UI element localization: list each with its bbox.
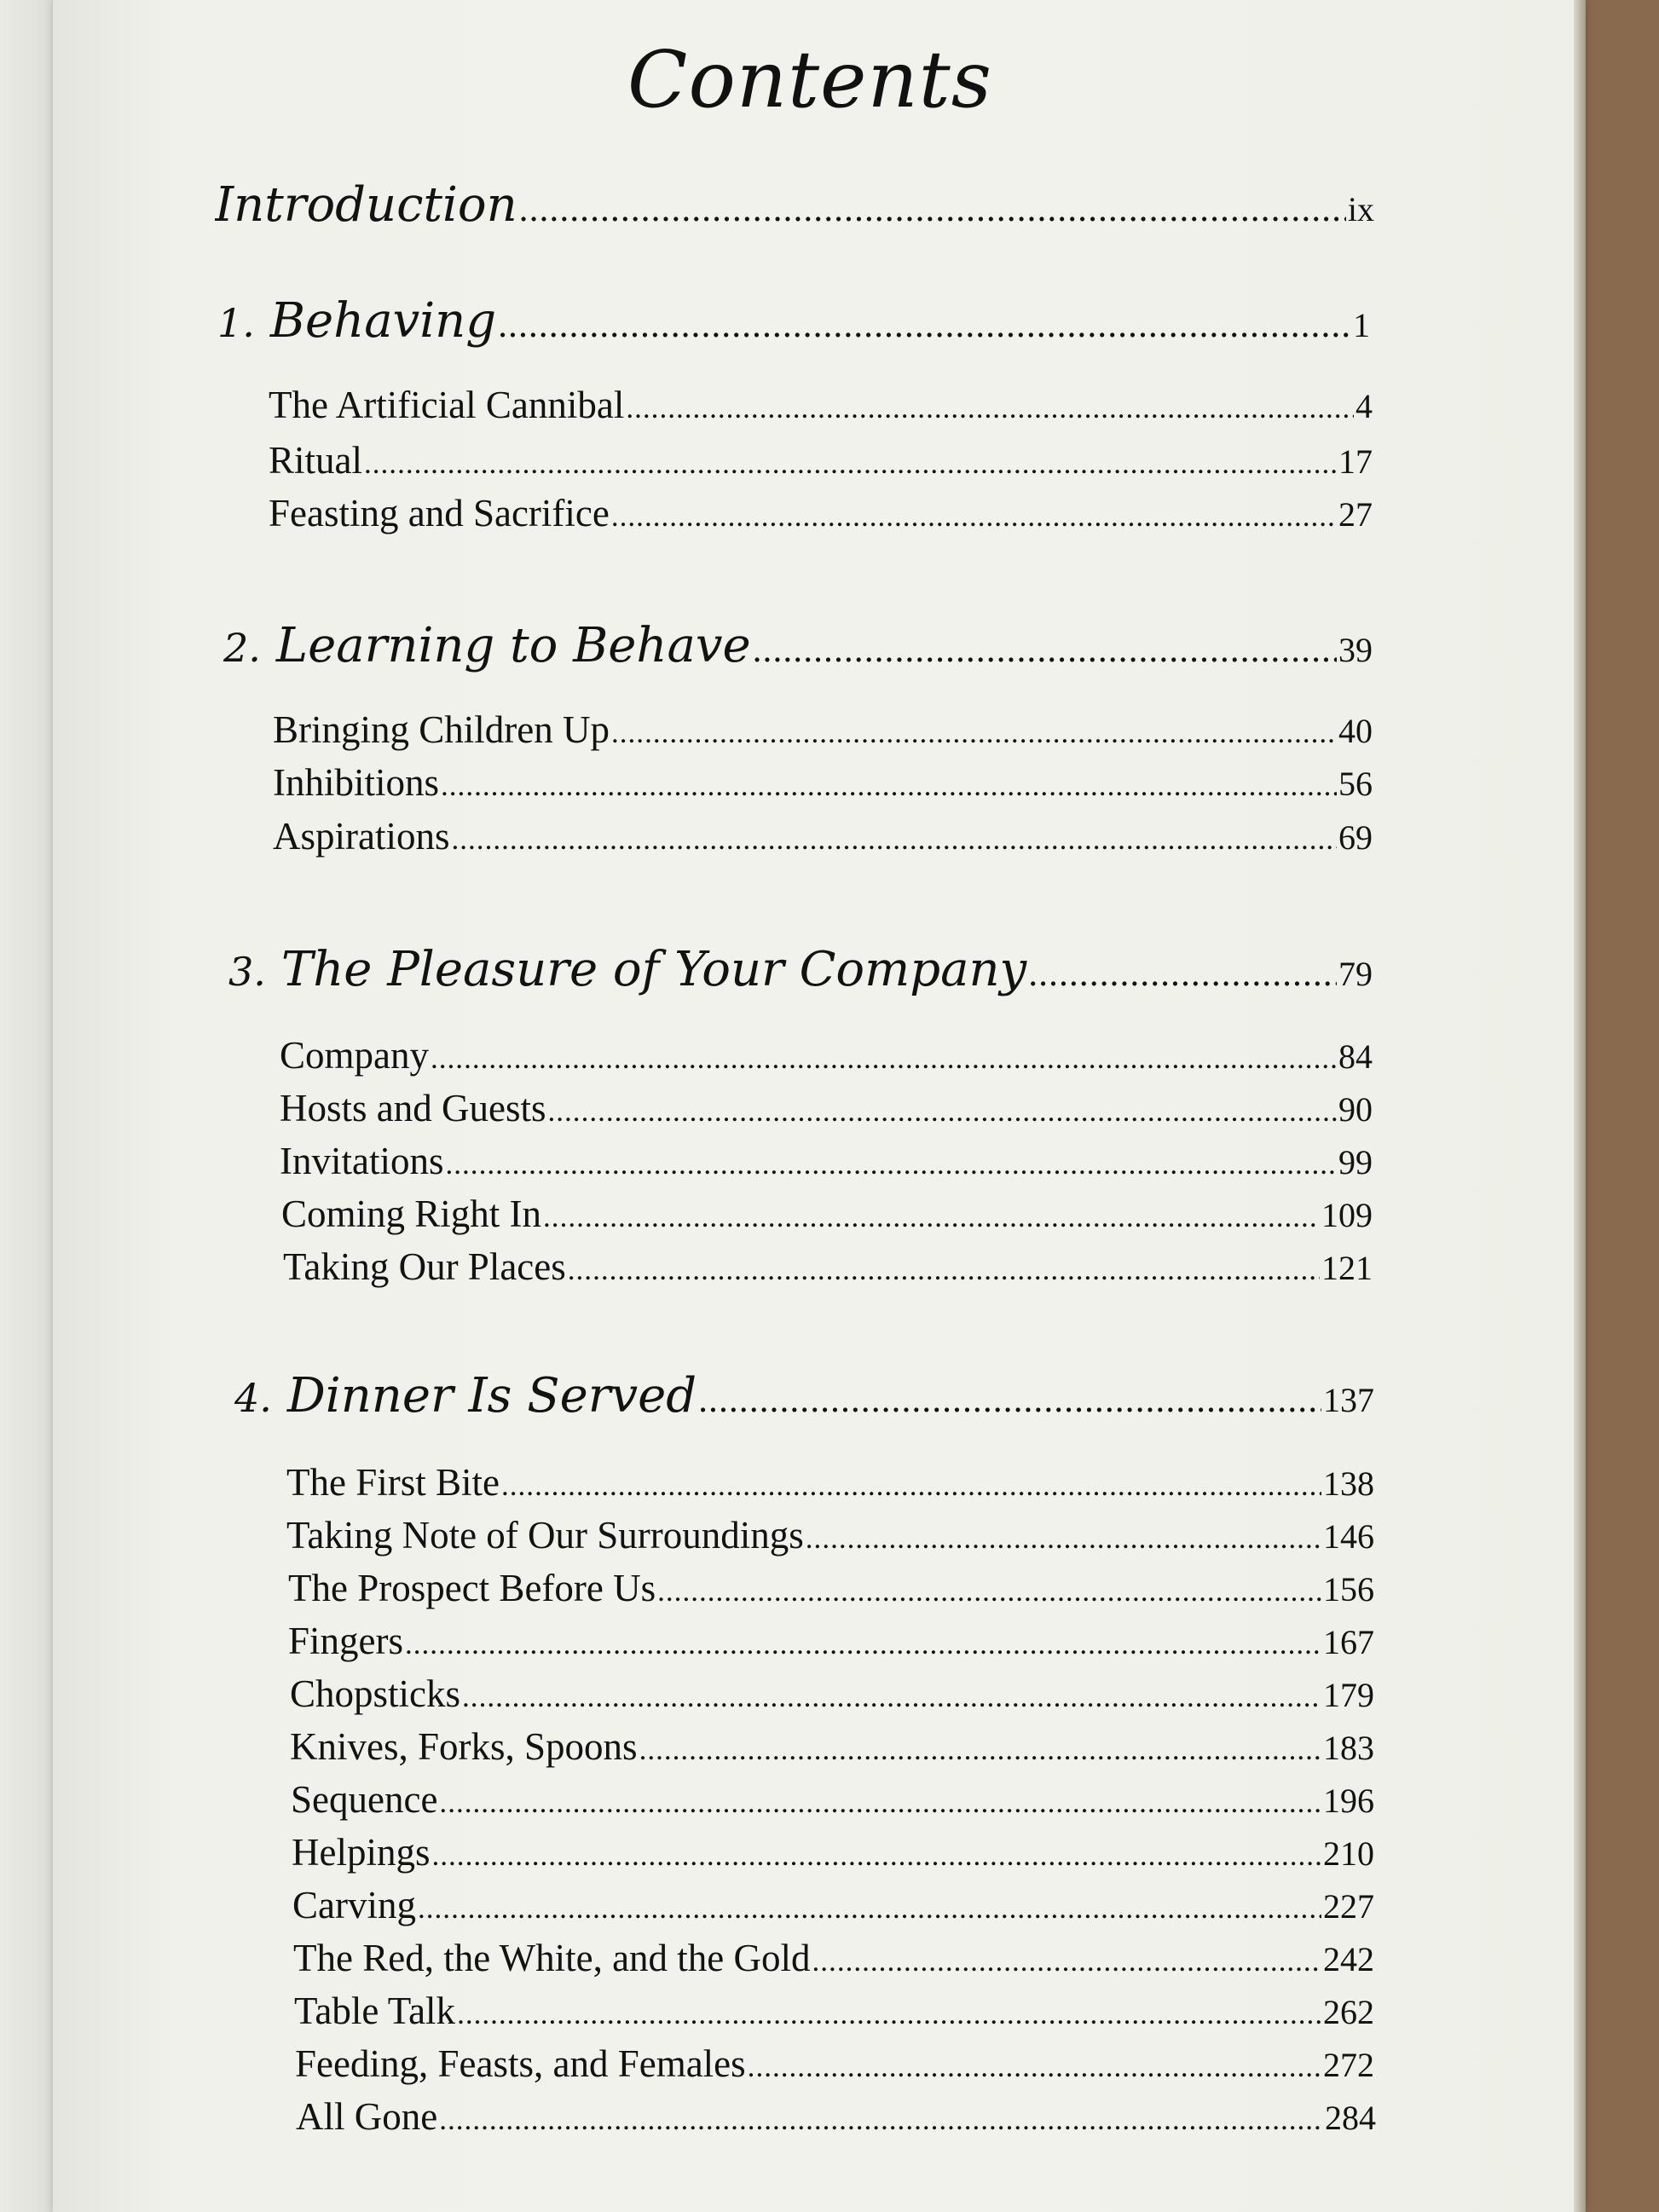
section-label: Ritual [269,439,362,482]
toc-introduction-label: Introduction [215,177,517,233]
chapter-title: Dinner Is Served [286,1368,697,1424]
section-label: The Prospect Before Us [288,1567,656,1609]
dot-leader [405,1627,1321,1661]
section-page: 84 [1338,1037,1373,1076]
section-label: Feeding, Feasts, and Females [295,2042,746,2085]
section-label: Sequence [291,1778,438,1821]
section-label: Table Talk [294,1990,456,2032]
toc-section [280,1139,1373,1183]
section-label: Inhibitions [273,761,440,804]
section-page: 196 [1323,1782,1374,1820]
toc-section [290,1672,1374,1716]
toc-section [273,814,1373,858]
toc-chapter [228,942,1373,997]
dot-leader [748,2050,1321,2084]
dot-leader [611,716,1337,750]
section-label: Bringing Children Up [273,708,610,751]
toc-section [291,1777,1374,1822]
chapter-page: 79 [1338,955,1373,993]
dot-leader [432,1839,1322,1873]
dot-leader [457,1997,1321,2031]
chapter-number: 1. [217,300,255,346]
dot-leader [441,769,1337,803]
section-page: 156 [1323,1570,1374,1608]
section-page: 262 [1323,1993,1374,2031]
toc-section [293,1936,1374,1980]
chapter-number: 2. [223,625,261,671]
dot-leader [568,1253,1320,1287]
section-page: 27 [1338,495,1373,534]
dot-leader [364,447,1337,481]
section-page: 227 [1323,1887,1374,1926]
dot-leader [611,500,1337,534]
toc-introduction-page: ix [1347,190,1374,228]
section-page: 138 [1323,1464,1374,1503]
dot-leader [1028,952,1337,995]
section-page: 167 [1323,1623,1374,1661]
dot-leader [639,1733,1321,1767]
dot-leader [439,2103,1323,2137]
toc-chapter [234,1368,1374,1424]
section-label: Chopsticks [290,1672,461,1715]
toc-section [294,1989,1374,2033]
toc-section [280,1086,1373,1130]
section-page: 90 [1338,1090,1373,1129]
chapter-page: 137 [1323,1381,1374,1419]
toc-section [273,707,1373,752]
section-page: 40 [1338,712,1373,750]
dot-leader [698,1378,1321,1421]
section-page: 56 [1338,765,1373,803]
section-page: 183 [1323,1729,1374,1767]
toc-section [288,1566,1374,1610]
toc-section [283,1245,1373,1289]
chapter-title: Learning to Behave [275,618,751,673]
dot-leader [498,303,1351,346]
toc-section [290,1724,1374,1769]
toc-chapter [223,618,1373,673]
section-label: Helpings [292,1831,431,1874]
toc-section [288,1619,1374,1663]
dot-leader [452,823,1338,857]
dot-leader [501,1469,1321,1503]
section-label: Carving [292,1884,416,1926]
section-label: Invitations [280,1140,444,1182]
toc-chapter [217,293,1370,349]
section-page: 69 [1338,818,1373,857]
section-label: The Artificial Cannibal [269,384,625,426]
dot-leader [543,1200,1320,1234]
dot-leader [431,1042,1337,1076]
section-label: Taking Note of Our Surroundings [286,1514,804,1556]
chapter-number: 3. [228,949,266,995]
section-page: 242 [1323,1940,1374,1978]
toc-section [292,1883,1374,1927]
chapter-number: 4. [234,1375,272,1421]
dot-leader [439,1786,1321,1820]
section-page: 210 [1323,1834,1374,1873]
dot-leader [519,188,1346,230]
section-page: 284 [1325,2099,1376,2137]
dot-leader [462,1680,1321,1714]
section-label: The Red, the White, and the Gold [293,1937,811,1979]
dot-leader [445,1147,1337,1181]
dot-leader [657,1574,1321,1608]
toc-section [286,1460,1374,1505]
chapter-page: 39 [1338,631,1373,669]
section-label: Feasting and Sacrifice [269,492,610,534]
toc-section [269,491,1373,535]
toc-section [273,760,1373,805]
section-label: Aspirations [273,815,450,858]
page-title: Contents [627,34,992,125]
dot-leader [812,1944,1321,1978]
section-label: The First Bite [286,1461,500,1504]
dot-leader [806,1522,1321,1556]
toc-section [295,2042,1374,2086]
section-label: Fingers [288,1620,403,1662]
section-label: All Gone [296,2095,438,2138]
dot-leader [753,628,1337,671]
dot-leader [626,391,1354,425]
section-label: Coming Right In [281,1193,542,1235]
section-page: 121 [1321,1249,1373,1287]
toc-section [292,1830,1374,1874]
toc-section [269,438,1373,482]
dot-leader [548,1094,1338,1129]
toc-section [281,1192,1373,1236]
section-page: 4 [1356,387,1373,425]
toc-section [296,2094,1376,2139]
toc-section [269,383,1373,427]
section-label: Taking Our Places [283,1245,566,1288]
chapter-title: Behaving [269,293,497,349]
chapter-page: 1 [1353,306,1370,344]
section-label: Knives, Forks, Spoons [290,1725,638,1768]
section-page: 17 [1338,442,1373,481]
section-page: 109 [1321,1196,1373,1234]
chapter-title: The Pleasure of Your Company [280,942,1027,997]
section-page: 179 [1323,1676,1374,1714]
dot-leader [418,1891,1321,1926]
section-page: 99 [1338,1143,1373,1181]
section-page: 272 [1323,2046,1374,2084]
toc-section [280,1033,1373,1077]
toc-introduction [215,177,1374,233]
toc-section [286,1513,1374,1557]
section-page: 146 [1323,1517,1374,1556]
section-label: Hosts and Guests [280,1087,546,1129]
section-label: Company [280,1034,429,1077]
